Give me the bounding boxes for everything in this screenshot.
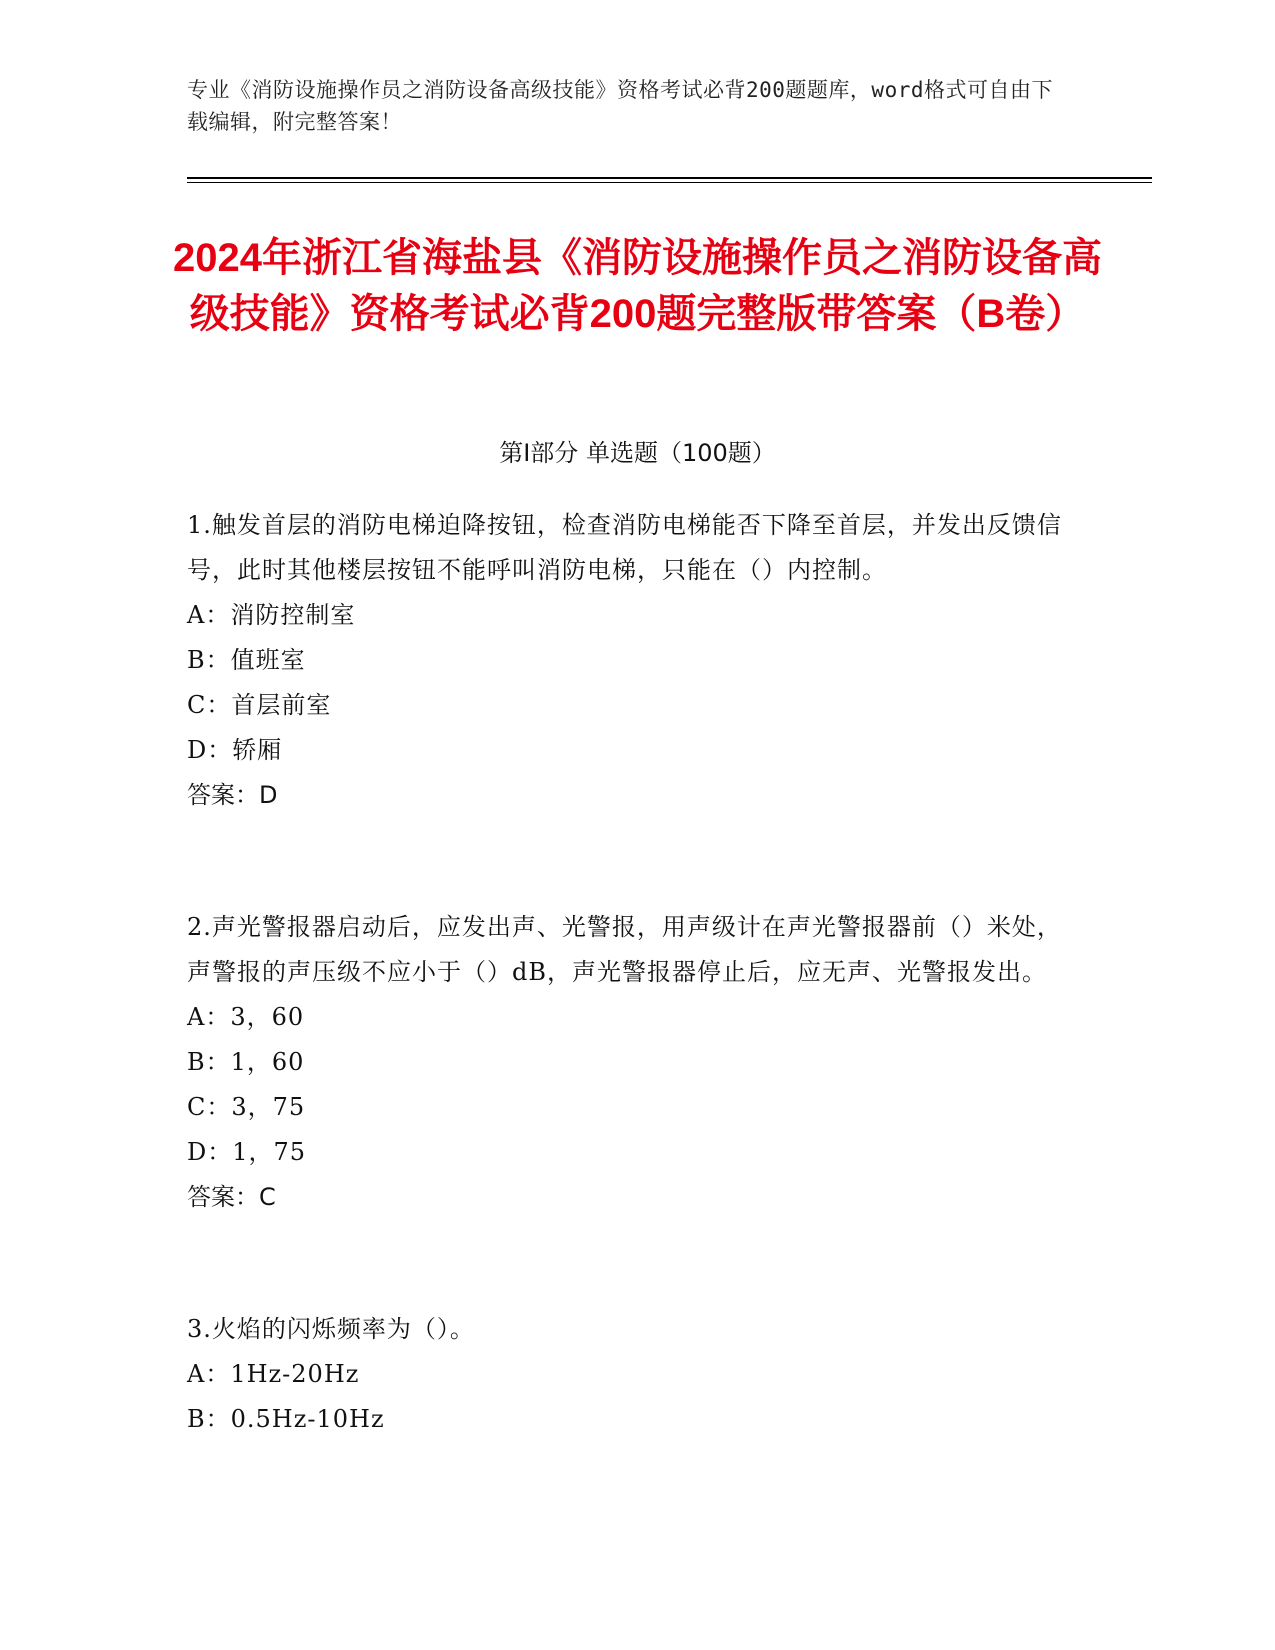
question-stem: 2.声光警报器启动后，应发出声、光警报，用声级计在声光警报器前（）米处，声警报的声压级不应小于（）dB，声光警报器停止后，应无声、光警报发出。 bbox=[187, 913, 1062, 986]
option-a: A：1Hz-20Hz bbox=[187, 1360, 360, 1388]
header-rule-thick bbox=[187, 177, 1152, 179]
option-c: C：3，75 bbox=[187, 1093, 306, 1121]
section-title: 第Ⅰ部分 单选题（100题） bbox=[499, 439, 776, 467]
question-stem: 3.火焰的闪烁频率为（）。 bbox=[187, 1315, 475, 1343]
option-b: B：值班室 bbox=[187, 646, 306, 674]
question-3 bbox=[187, 1307, 1067, 1442]
option-c: C：首层前室 bbox=[187, 691, 332, 719]
option-a: A：消防控制室 bbox=[187, 601, 356, 629]
answer: 答案：C bbox=[187, 1183, 276, 1211]
question-stem: 1.触发首层的消防电梯迫降按钮，检查消防电梯能否下降至首层，并发出反馈信号，此时其他楼层按钮不能呼叫消防电梯，只能在（）内控制。 bbox=[187, 511, 1062, 584]
question-2 bbox=[187, 905, 1067, 1220]
header-note: 专业《消防设施操作员之消防设备高级技能》资格考试必背200题题库，word格式可自由下载编辑，附完整答案！ bbox=[187, 78, 1053, 134]
option-a: A：3，60 bbox=[187, 1003, 305, 1031]
option-d: D：轿厢 bbox=[187, 736, 283, 764]
answer: 答案：D bbox=[187, 781, 278, 809]
option-b: B：0.5Hz-10Hz bbox=[187, 1405, 385, 1433]
option-b: B：1，60 bbox=[187, 1048, 305, 1076]
option-d: D：1，75 bbox=[187, 1138, 307, 1166]
document-title: 2024年浙江省海盐县《消防设施操作员之消防设备高级技能》资格考试必背200题完整版带答案（B卷） bbox=[173, 236, 1102, 336]
header-rule-thin bbox=[187, 182, 1152, 183]
question-1 bbox=[187, 503, 1067, 818]
